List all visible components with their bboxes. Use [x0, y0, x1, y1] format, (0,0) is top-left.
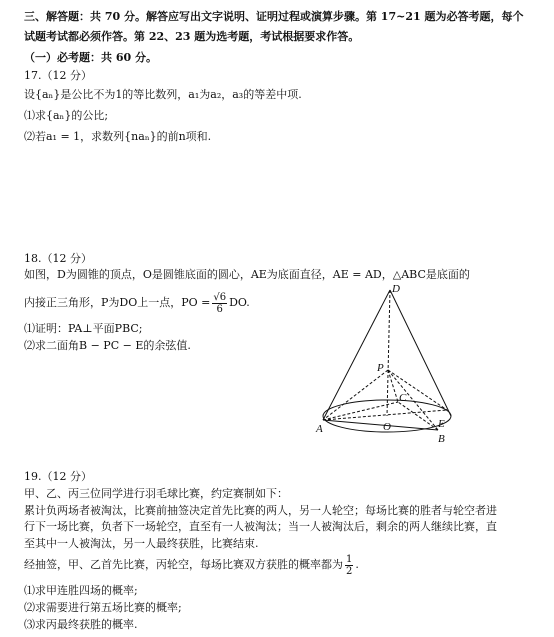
q17-number: 17.（12 分）: [24, 69, 92, 82]
q19-fraction: [345, 554, 353, 577]
label-p: P: [377, 362, 384, 374]
q18-part2: ⑵求二面角B − PC − E的余弦值.: [24, 339, 191, 352]
label-c: C: [399, 392, 407, 404]
q18-fraction: [212, 292, 227, 315]
edge-pc: [388, 370, 398, 402]
q19-stem-line1: 甲、乙、丙三位同学进行羽毛球比赛，约定赛制如下：: [24, 487, 288, 500]
cone-figure: [310, 278, 470, 448]
q18-stem-line1: 如图，D为圆锥的顶点，O是圆锥底面的圆心，AE为底面直径，AE = AD，△ABC是底面的: [24, 268, 470, 281]
q17-part1: ⑴求{aₙ}的公比;: [24, 109, 109, 122]
q19-stem-line4: 至其中一人被淘汰，另一人最终获胜，比赛结束.: [24, 537, 259, 550]
q17-part2: ⑵若a₁ = 1，求数列{naₙ}的前n项和.: [24, 130, 212, 143]
q19-part2: ⑵求需要进行第五场比赛的概率;: [24, 601, 182, 614]
edge-pa: [323, 370, 388, 420]
q17-stem: 设{aₙ}是公比不为1的等比数列，a₁为a₂，a₃的等差中项.: [24, 88, 302, 101]
q19-stem5-post: .: [355, 558, 359, 571]
q18-stem-line2: [24, 290, 250, 316]
diameter-ae: [323, 410, 447, 420]
q18-stem2-pre: 内接正三角形，P为DO上一点，PO =: [24, 296, 211, 309]
cone-axis-do: [387, 290, 390, 416]
q19-frac-num: 1: [346, 553, 353, 565]
q19-stem5-pre: 经抽签，甲、乙首先比赛，丙轮空，每场比赛双方获胜的概率都为: [24, 558, 343, 571]
label-a: A: [316, 423, 323, 435]
q19-part3: ⑶求丙最终获胜的概率.: [24, 618, 138, 631]
q18-frac-num: √6: [213, 291, 227, 303]
q19-stem-line2: 累计负两场者被淘汰，比赛前抽签决定首先比赛的两人，另一人轮空；每场比赛的胜者与轮空者进: [24, 504, 497, 517]
edge-ab: [323, 420, 438, 430]
label-d: D: [392, 283, 400, 295]
q19-stem-line3: 行下一场比赛，负者下一场轮空，直至有一人被淘汰；当一人被淘汰后，剩余的两人继续比赛，直: [24, 520, 497, 533]
q19-number: 19.（12 分）: [24, 470, 92, 483]
q18-part1: ⑴证明：PA⊥平面PBC;: [24, 322, 143, 335]
q18-stem2-post: DO.: [229, 296, 250, 309]
q19-part1: ⑴求甲连胜四场的概率;: [24, 584, 138, 597]
q19-stem-line5: [24, 552, 359, 578]
label-e: E: [438, 418, 445, 430]
section-subheading: （一）必考题：共 60 分。: [24, 51, 157, 64]
label-o: O: [383, 421, 391, 433]
q19-frac-den: 2: [346, 565, 353, 577]
label-b: B: [438, 433, 445, 445]
section-heading-line1: 三、解答题：共 70 分。解答应写出文字说明、证明过程或演算步骤。第 17~21 题为必答考题，每个: [24, 10, 524, 23]
q18-frac-den: 6: [216, 303, 223, 315]
q18-number: 18.（12 分）: [24, 252, 92, 265]
section-heading-line2: 试题考试都必须作答。第 22、23 题为选考题，考试根据要求作答。: [24, 30, 360, 43]
